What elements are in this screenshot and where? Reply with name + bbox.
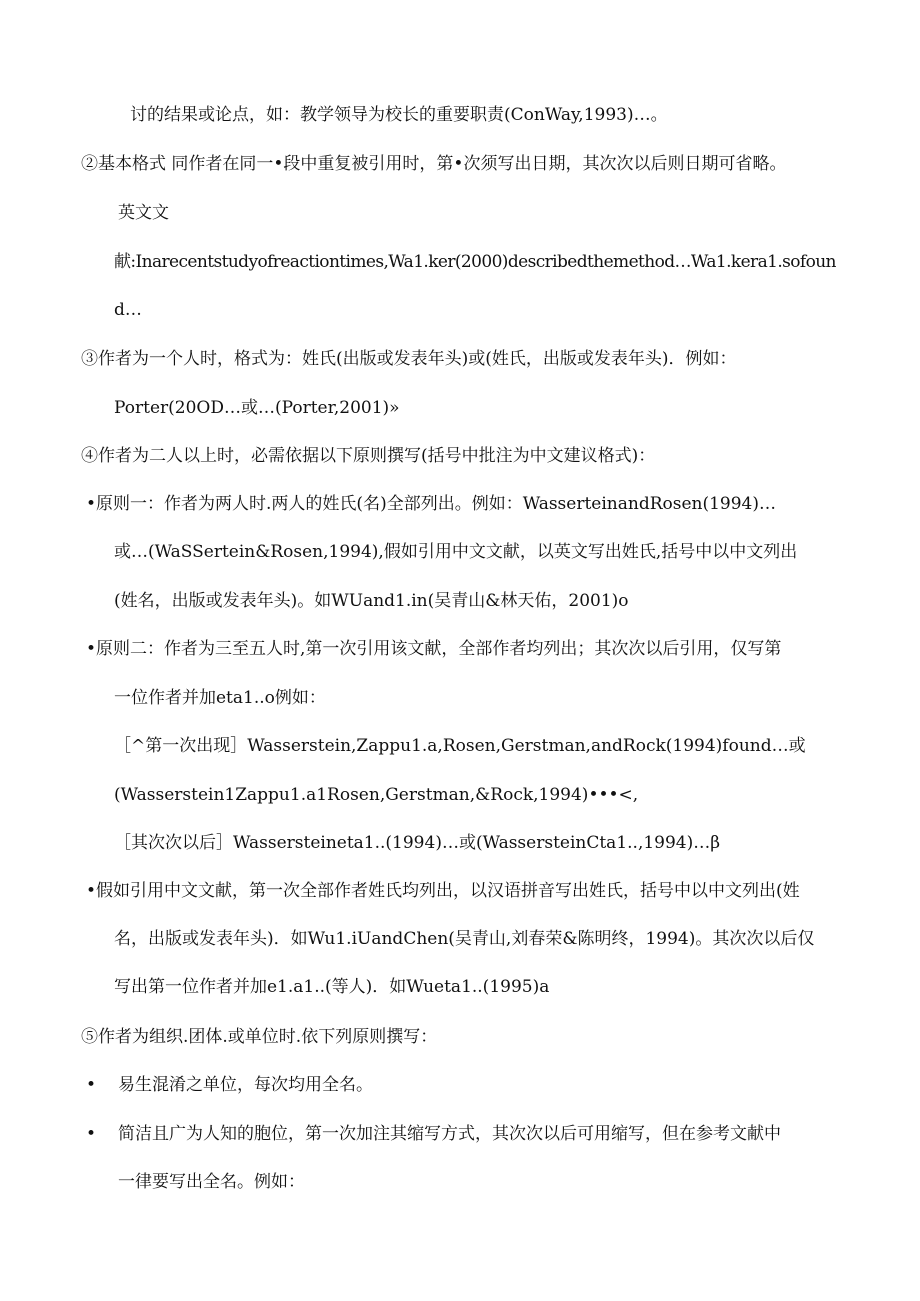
text-line-3: 英文文 <box>118 203 169 223</box>
text-line-5: d… <box>114 300 142 320</box>
text-line-21: 易生混淆之单位，每次均用全名。 <box>118 1075 373 1095</box>
text-line-15: (Wasserstein1Zappu1.a1Rosen,Gerstman,&Rock,1994)•••<, <box>114 785 639 805</box>
text-line-22: 简洁且广为人知的胞位，第一次加注其缩写方式，其次次以后可用缩写，但在参考文献中 <box>118 1124 781 1144</box>
text-line-18: 名，出版或发表年头)．如Wu1.iUandChen(吴青山,刘春荣&陈明终，1994)。其次次以后仅 <box>114 929 815 949</box>
text-line-6: ③作者为一个人时，格式为：姓氏(出版或发表年头)或(姓氏，出版或发表年头)．例如： <box>81 349 737 369</box>
text-line-20: ⑤作者为组织.团体.或单位时.依下列原则撰写： <box>81 1027 438 1047</box>
text-line-16: ［其次次以后］Wassersteineta1..(1994)…或(WassersteinCta1..,1994)…β <box>114 833 721 853</box>
text-line-11: (姓名，出版或发表年头)。如WUand1.in(吴青山&林天佑，2001)o <box>114 591 629 611</box>
text-line-4: 献:Inarecentstudyofreactiontimes,Wa1.ker(2000)describedthemethod…Wa1.kera1.sofoun <box>114 252 836 272</box>
bullet-2: • <box>86 1124 97 1144</box>
text-line-10: 或…(WaSSertein&Rosen,1994),假如引用中文文献，以英文写出姓氏,括号中以中文列出 <box>114 542 798 562</box>
text-line-17: •假如引用中文文献，第一次全部作者姓氏均列出，以汉语拼音写出姓氏，括号中以中文列出(姓 <box>86 881 800 901</box>
text-line-2: ②基本格式 同作者在同一•段中重复被引用时，第•次须写出日期，其次次以后则日期可省略。 <box>81 154 787 174</box>
text-line-14: ［^第一次出现］Wasserstein,Zappu1.a,Rosen,Gerstman,andRock(1994)found…或 <box>114 736 806 756</box>
text-line-23: 一律要写出全名。例如： <box>118 1172 305 1192</box>
text-line-19: 写出第一位作者并加e1.a1..(等人)．如Wueta1..(1995)a <box>114 977 550 997</box>
text-line-12: •原则二：作者为三至五人时,第一次引用该文献，全部作者均列出；其次次以后引用，仅写第 <box>86 639 782 659</box>
bullet-1: • <box>86 1075 97 1095</box>
text-line-7: Porter(20OD…或…(Porter,2001)» <box>114 398 400 418</box>
text-line-9: •原则一：作者为两人时.两人的姓氏(名)全部列出。例如：WasserteinandRosen(1994)… <box>86 494 777 514</box>
text-line-8: ④作者为二人以上时，必需依据以下原则撰写(括号中批注为中文建议格式)： <box>81 446 656 466</box>
text-line-13: 一位作者并加eta1..o例如： <box>114 688 326 708</box>
text-line-1: 讨的结果或论点，如：教学领导为校长的重要职责(ConWay,1993)…。 <box>130 105 668 125</box>
